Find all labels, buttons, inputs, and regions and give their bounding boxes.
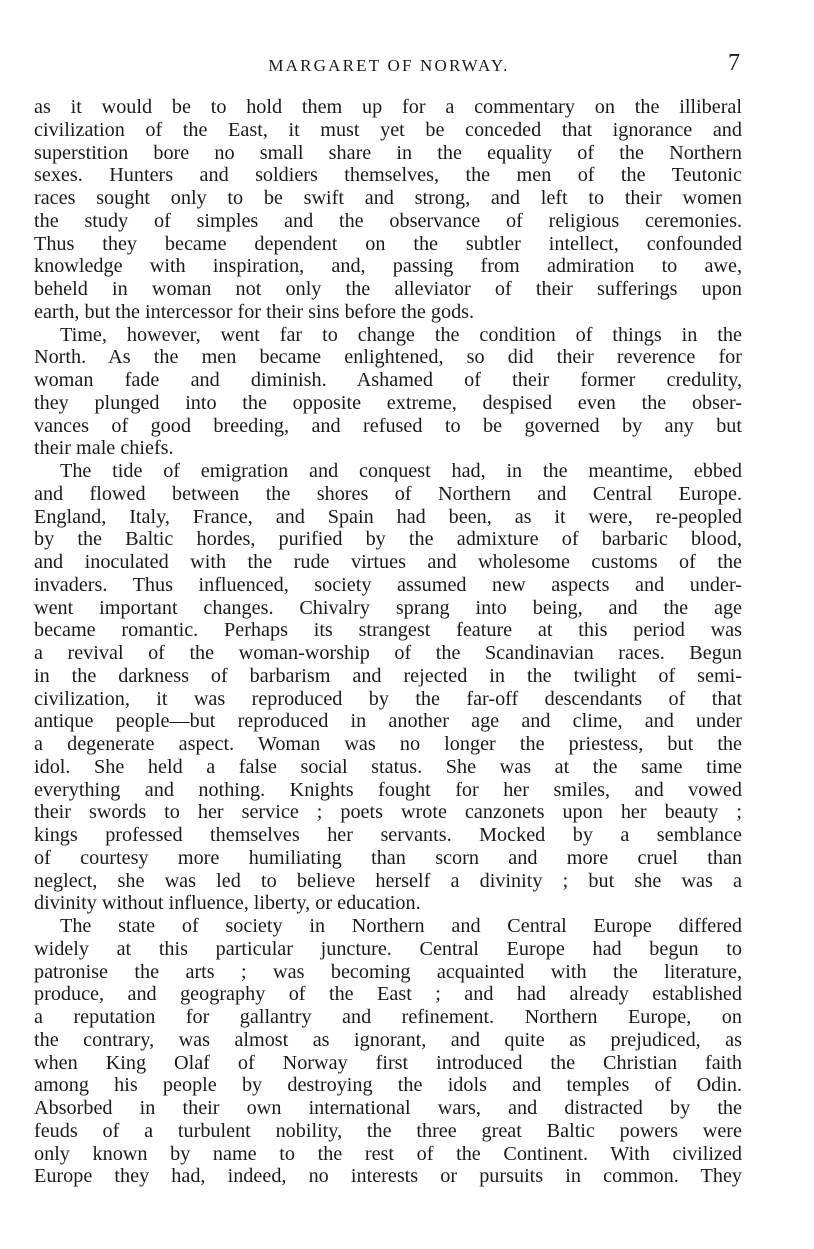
text-line: produce, and geography of the East ; and had already established	[34, 983, 742, 1006]
text-line: of courtesy more humiliating than scorn and more cruel than	[34, 846, 742, 869]
text-line: feuds of a turbulent nobility, the three great Baltic powers were	[34, 1119, 742, 1142]
page-number: 7	[728, 50, 740, 76]
text-line: and inoculated with the rude virtues and wholesome customs of the	[34, 551, 742, 573]
text-line: the contrary, was almost as ignorant, and quite as prejudiced, as	[34, 1028, 742, 1051]
paragraph	[34, 324, 742, 461]
text-line: The tide of emigration and conquest had, in the meantime, ebbed	[60, 460, 742, 482]
text-line: North. As the men became enlightened, so did their reverence for	[34, 346, 742, 369]
text-line: widely at this particular juncture. Central Europe had begun to	[34, 937, 742, 960]
text-line: races sought only to be swift and strong, and left to their women	[34, 187, 742, 209]
paragraph	[34, 915, 742, 1188]
text-line: divinity without influence, liberty, or education.	[34, 892, 421, 915]
running-head	[34, 50, 744, 86]
text-line: England, Italy, France, and Spain had been, as it were, re-peopled	[34, 505, 742, 528]
text-line: Thus they became dependent on the subtler intellect, confounded	[34, 232, 742, 255]
text-line: vances of good breeding, and refused to be governed by any but	[34, 414, 742, 437]
text-line: civilization, it was reproduced by the far-off descendants of that	[34, 687, 742, 710]
text-line: antique people—but reproduced in another age and clime, and under	[34, 710, 742, 733]
text-line: everything and nothing. Knights fought for her smiles, and vowed	[34, 778, 742, 801]
text-line: The state of society in Northern and Central Europe differed	[60, 915, 742, 937]
text-line: only known by name to the rest of the Continent. With civilized	[34, 1142, 742, 1165]
text-line: kings professed themselves her servants. Mocked by a semblance	[34, 824, 742, 846]
text-line: the study of simples and the observance of religious ceremonies.	[34, 209, 742, 232]
text-line: neglect, she was led to believe herself a divinity ; but she was a	[34, 869, 742, 892]
text-line: in the darkness of barbarism and rejected in the twilight of semi-	[34, 664, 742, 687]
text-line: patronise the arts ; was becoming acquainted with the literature,	[34, 960, 742, 983]
running-title: MARGARET OF NORWAY.	[268, 56, 510, 75]
text-line: sexes. Hunters and soldiers themselves, the men of the Teutonic	[34, 164, 742, 187]
text-line: a degenerate aspect. Woman was no longer the priestess, but the	[34, 733, 742, 755]
text-line: superstition bore no small share in the equality of the Northern	[34, 141, 742, 164]
text-line: Europe they had, indeed, no interests or pursuits in common. They	[34, 1165, 742, 1188]
text-line: earth, but the intercessor for their sins before the gods.	[34, 300, 475, 323]
text-line: went important changes. Chivalry sprang into being, and the age	[34, 596, 742, 619]
text-line: a reputation for gallantry and refinement. Northern Europe, on	[34, 1006, 742, 1028]
text-line: knowledge with inspiration, and, passing from admiration to awe,	[34, 255, 742, 278]
text-line: woman fade and diminish. Ashamed of their former credulity,	[34, 369, 742, 391]
text-line: civilization of the East, it must yet be conceded that ignorance and	[34, 118, 742, 141]
text-line: their swords to her service ; poets wrote canzonets upon her beauty ;	[34, 801, 742, 824]
text-line: invaders. Thus influenced, society assumed new aspects and under-	[34, 573, 742, 596]
text-line: they plunged into the opposite extreme, despised even the obser-	[34, 391, 742, 414]
text-line: and flowed between the shores of Northern and Central Europe.	[34, 482, 742, 505]
text-line: Time, however, went far to change the condition of things in the	[60, 323, 742, 346]
text-line: beheld in woman not only the alleviator of their sufferings upon	[34, 278, 742, 300]
paragraph	[34, 96, 742, 324]
text-line: became romantic. Perhaps its strangest feature at this period was	[34, 619, 742, 642]
text-line: when King Olaf of Norway first introduced the Christian faith	[34, 1051, 742, 1074]
text-line: among his people by destroying the idols and temples of Odin.	[34, 1074, 742, 1097]
text-line: by the Baltic hordes, purified by the admixture of barbaric blood,	[34, 528, 742, 551]
text-line: idol. She held a false social status. She was at the same time	[34, 755, 742, 778]
text-line: a revival of the woman-worship of the Scandinavian races. Begun	[34, 642, 742, 664]
body-text	[34, 96, 742, 1188]
text-line: as it would be to hold them up for a commentary on the illiberal	[34, 96, 742, 118]
paragraph	[34, 460, 742, 915]
text-line: Absorbed in their own international wars, and distracted by the	[34, 1097, 742, 1119]
text-line: their male chiefs.	[34, 437, 174, 460]
